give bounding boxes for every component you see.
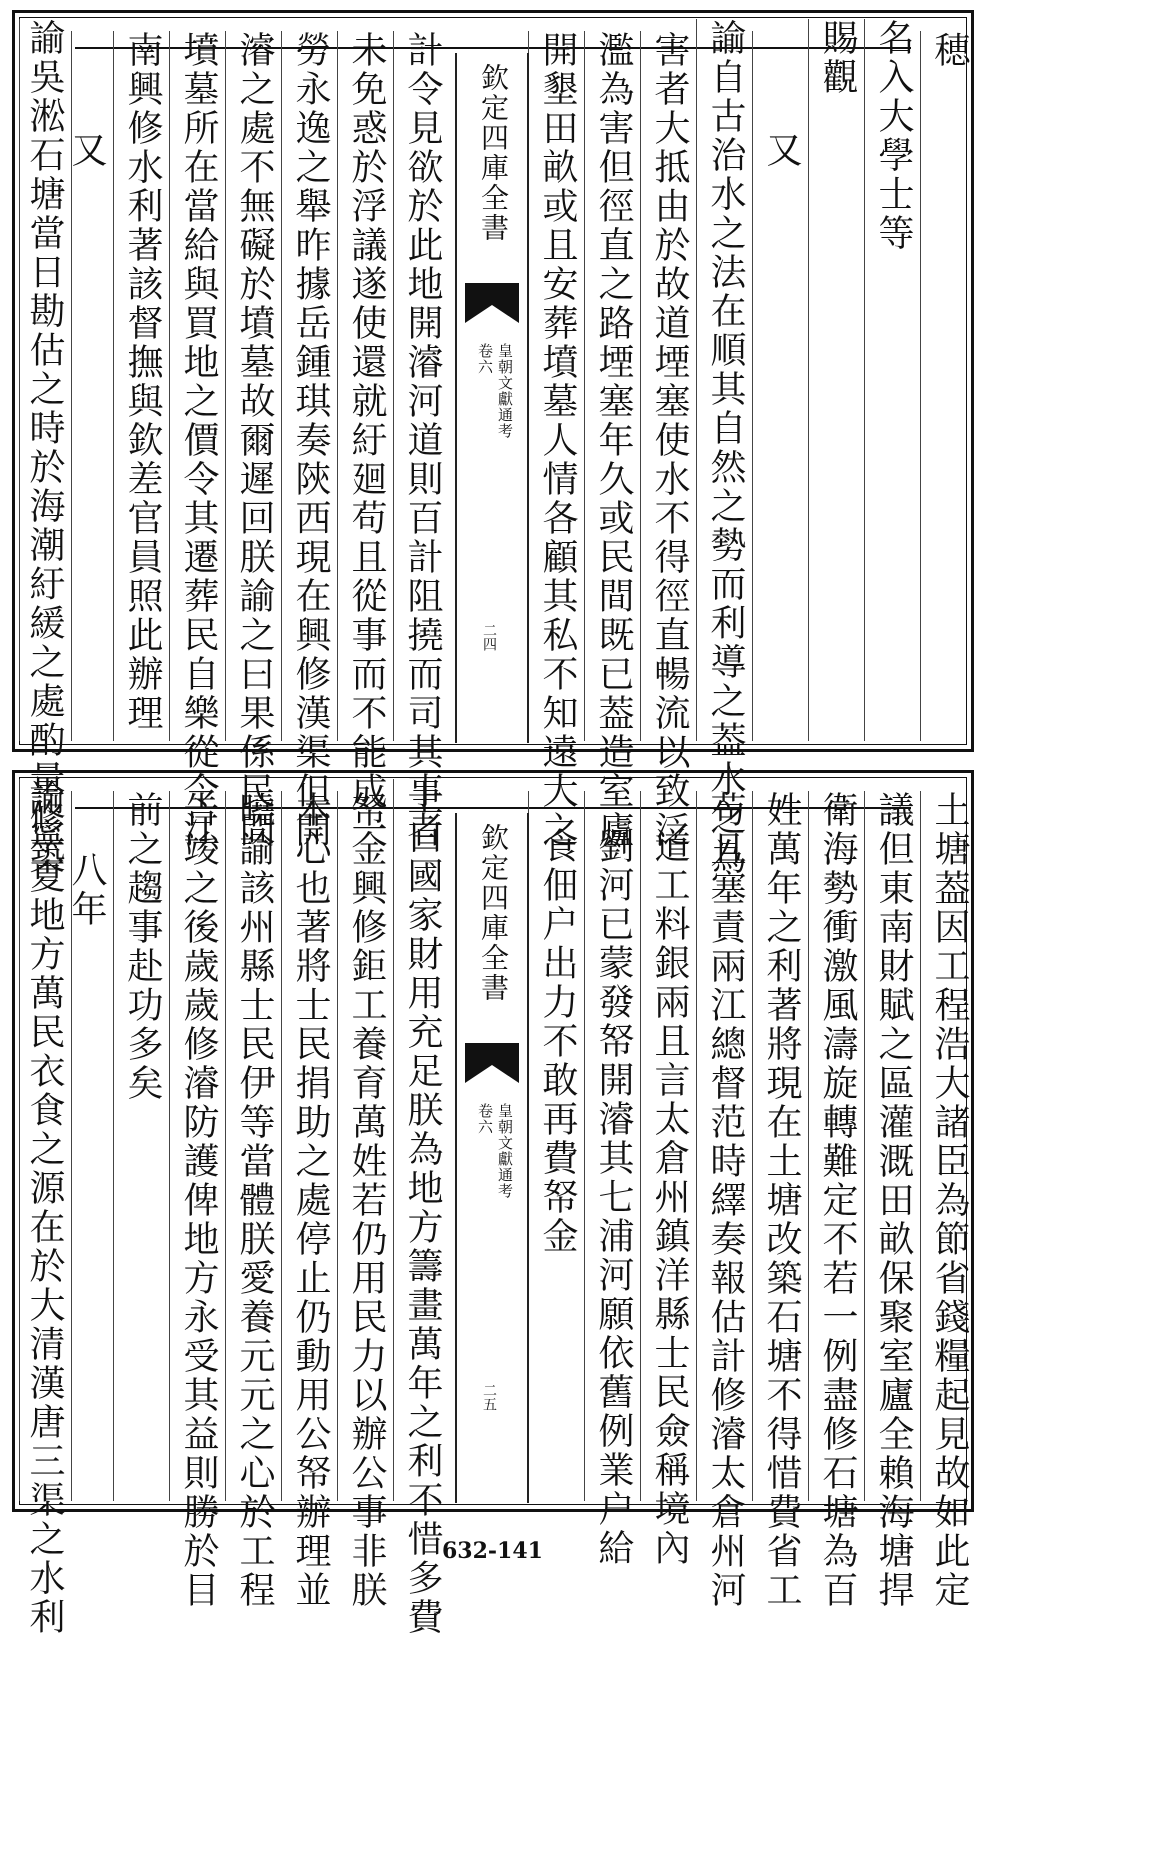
text-column: 上曰國家財用充足朕為地方籌畫萬年之利不惜多費: [393, 779, 450, 1501]
text-column: 姓萬年之利著將現在土塘改築石塘不得惜費省工: [752, 791, 809, 1501]
strip-subtitle-line1: 皇朝文獻通考: [496, 1103, 514, 1199]
text-column: [66, 31, 114, 741]
text-column: 諭吳淞石塘當日勘估之時於海潮紆緩之處酌量修築: [19, 19, 72, 741]
text-column: 墳墓所在當給與買地之價令其遷葬民自樂從令江: [169, 31, 226, 741]
text-column: 未免惑於浮議遂使還就紆廻苟且從事而不能成一: [337, 31, 394, 741]
strip-subtitle-line1: 皇朝文獻通考: [496, 343, 514, 439]
text-column: 議但東南財賦之區灌溉田畝保聚室廬全賴海塘捍: [864, 791, 921, 1501]
text-column: [640, 791, 697, 1568]
strip-subtitle-line2: 卷六: [476, 1103, 494, 1135]
heading-again: 又: [761, 131, 802, 170]
footer-page-number: 632-141: [442, 1538, 543, 1564]
text-column: 諭寧夏地方萬民衣食之源在於大清漢唐三渠之水利: [19, 779, 72, 1501]
center-strip: [455, 813, 529, 1503]
text-column: 告竣之後歲歲修濬防護俾地方永受其益則勝於目: [169, 791, 226, 1501]
page-top: [12, 10, 974, 877]
text-column: 濬之處不無礙於墳墓故爾遲回朕諭之曰果係民間: [225, 31, 282, 741]
text-column: 賜觀: [808, 19, 865, 741]
text-column: 穂: [920, 31, 977, 741]
page-number: 二四: [481, 623, 497, 651]
page-number: 二五: [481, 1383, 497, 1411]
text-column: [66, 791, 114, 1501]
text-column: 帑金興修鉅工養育萬姓若仍用民力以辦公事非朕: [337, 791, 394, 1501]
text-column: 計令見欲於此地開濬河道則百計阻撓而司其事者: [393, 31, 450, 741]
text-column: 勞永逸之舉昨據岳鍾琪奏陝西現在興修漢渠但開: [281, 31, 338, 741]
text-column: 曉諭該州縣士民伊等當體朕愛養元元之心於工程: [225, 791, 282, 1501]
strip-subtitle: [475, 1103, 515, 1199]
text-column: 開墾田畝或且安葬墳墓人情各顧其私不知遠大之: [528, 31, 585, 741]
strip-title: 欽定四庫全書: [477, 823, 510, 1003]
text-column: 害者大抵由於故道堙塞使水不得徑直暢流以致泛: [640, 31, 697, 741]
text-column: [528, 791, 585, 1501]
strip-title: 欽定四庫全書: [477, 63, 510, 243]
text-column: 名入大學士等: [864, 19, 921, 741]
center-strip: [455, 53, 529, 743]
text-column: [752, 31, 809, 741]
text-run: 劉河已蒙發帑開濬其七浦河願依舊例業户給: [593, 827, 634, 1568]
text-column: 衛海勢衝激風濤旋轉難定不若一例盡修石塘為百: [808, 791, 865, 1501]
text-column: 前之趨事赴功多矣: [113, 791, 170, 1501]
text-column: 南興修水利著該督撫與欽差官員照此辦理: [113, 31, 170, 741]
text-column: 濫為害但徑直之路堙塞年久或民間既已葢造室廬: [584, 31, 641, 741]
text-column: [584, 791, 641, 1568]
text-column: 諭自古治水之法在順其自然之勢而利導之葢水之為: [696, 19, 753, 741]
strip-subtitle-line2: 卷六: [476, 343, 494, 375]
heading-again: 又: [66, 131, 107, 170]
text-column: 苟且塞責兩江總督范時繹奏報估計修濬太倉州河: [696, 791, 753, 1501]
text-run: 道工料銀兩且言太倉州鎮洋縣士民僉稱境內: [649, 827, 690, 1568]
heading-year: 八年: [66, 851, 107, 929]
strip-subtitle: [475, 343, 515, 439]
fish-tail-mark-icon: [465, 283, 519, 323]
fish-tail-mark-icon: [465, 1043, 519, 1083]
text-column: 本心也著將士民捐助之處停止仍動用公帑辦理並: [281, 791, 338, 1501]
text-run: 食佃户出力不敢再費帑金: [537, 827, 578, 1256]
text-column: 土塘葢因工程浩大諸臣為節省錢糧起見故如此定: [920, 791, 977, 1501]
